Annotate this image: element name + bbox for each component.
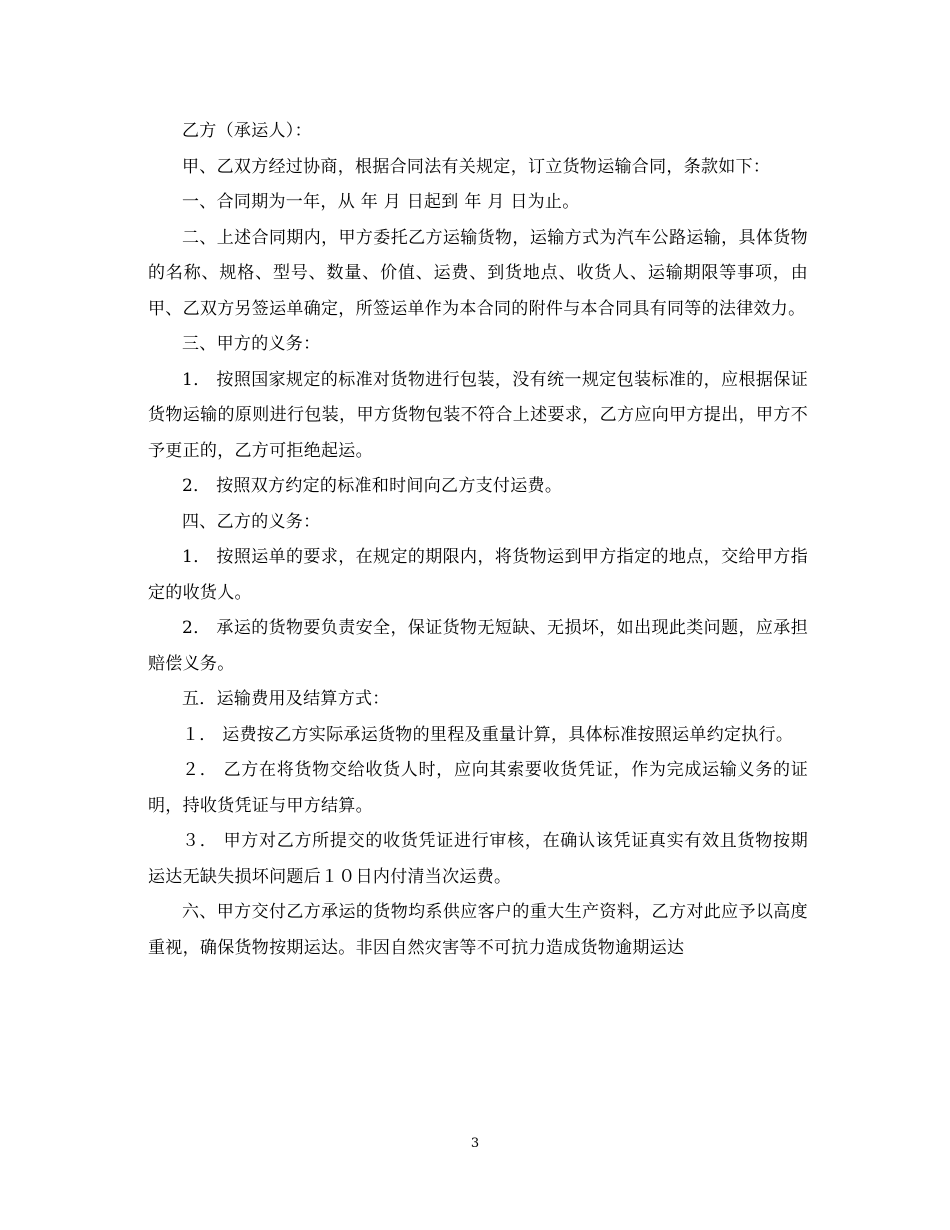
paragraph-party-b: 乙方（承运人）： — [182, 121, 312, 141]
document-body — [148, 114, 808, 966]
paragraph-clause-5-item-3: ３． 甲方对乙方所提交的收货凭证进行审核，在确认该凭证真实有效且货物按期运达无缺失损坏问题后１０日内付清当次运费。 — [148, 831, 808, 887]
page-number: 3 — [470, 1136, 480, 1151]
paragraph-clause-1: 一、合同期为一年，从 年 月 日起到 年 月 日为止。 — [182, 192, 580, 212]
heading-clause-4: 四、乙方的义务： — [182, 511, 321, 532]
paragraph-preamble: 甲、乙双方经过协商，根据合同法有关规定，订立货物运输合同，条款如下： — [182, 156, 771, 177]
paragraph-clause-5-item-1: １． 运费按乙方实际承运货物的里程及重量计算，具体标准按照运单约定执行。 — [182, 724, 794, 745]
paragraph-clause-3-item-1: 1． 按照国家规定的标准对货物进行包装，没有统一规定包装标准的，应根据保证货物运输的原则进行包装，甲方货物包装不符合上述要求，乙方应向甲方提出，甲方不予更正的，乙方可拒绝起运。 — [148, 369, 808, 461]
paragraph-clause-3-item-2: 2． 按照双方约定的标准和时间向乙方支付运费。 — [182, 476, 563, 496]
paragraph-clause-2: 二、上述合同期内，甲方委托乙方运输货物，运输方式为汽车公路运输，具体货物的名称、规格、型号、数量、价值、运费、到货地点、收货人、运输期限等事项，由甲、乙双方另签运单确定，所签运单作为本合同的附件与本合同具有同等的法律效力。 — [148, 227, 808, 319]
paragraph-clause-5-item-2: ２． 乙方在将货物交给收货人时，应向其索要收货凭证，作为完成运输义务的证明，持收货凭证与甲方结算。 — [148, 760, 808, 816]
heading-clause-5: 五．运输费用及结算方式： — [182, 689, 390, 709]
paragraph-clause-4-item-1: 1． 按照运单的要求，在规定的期限内，将货物运到甲方指定的地点，交给甲方指定的收货人。 — [148, 547, 808, 603]
paragraph-clause-6: 六、甲方交付乙方承运的货物均系供应客户的重大生产资料，乙方对此应予以高度重视，确保货物按期运达。非因自然灾害等不可抗力造成货物逾期运达 — [148, 902, 808, 958]
paragraph-clause-4-item-2: 2． 承运的货物要负责安全，保证货物无短缺、无损坏，如出现此类问题，应承担赔偿义务。 — [148, 618, 808, 674]
heading-clause-3: 三、甲方的义务： — [182, 334, 321, 354]
